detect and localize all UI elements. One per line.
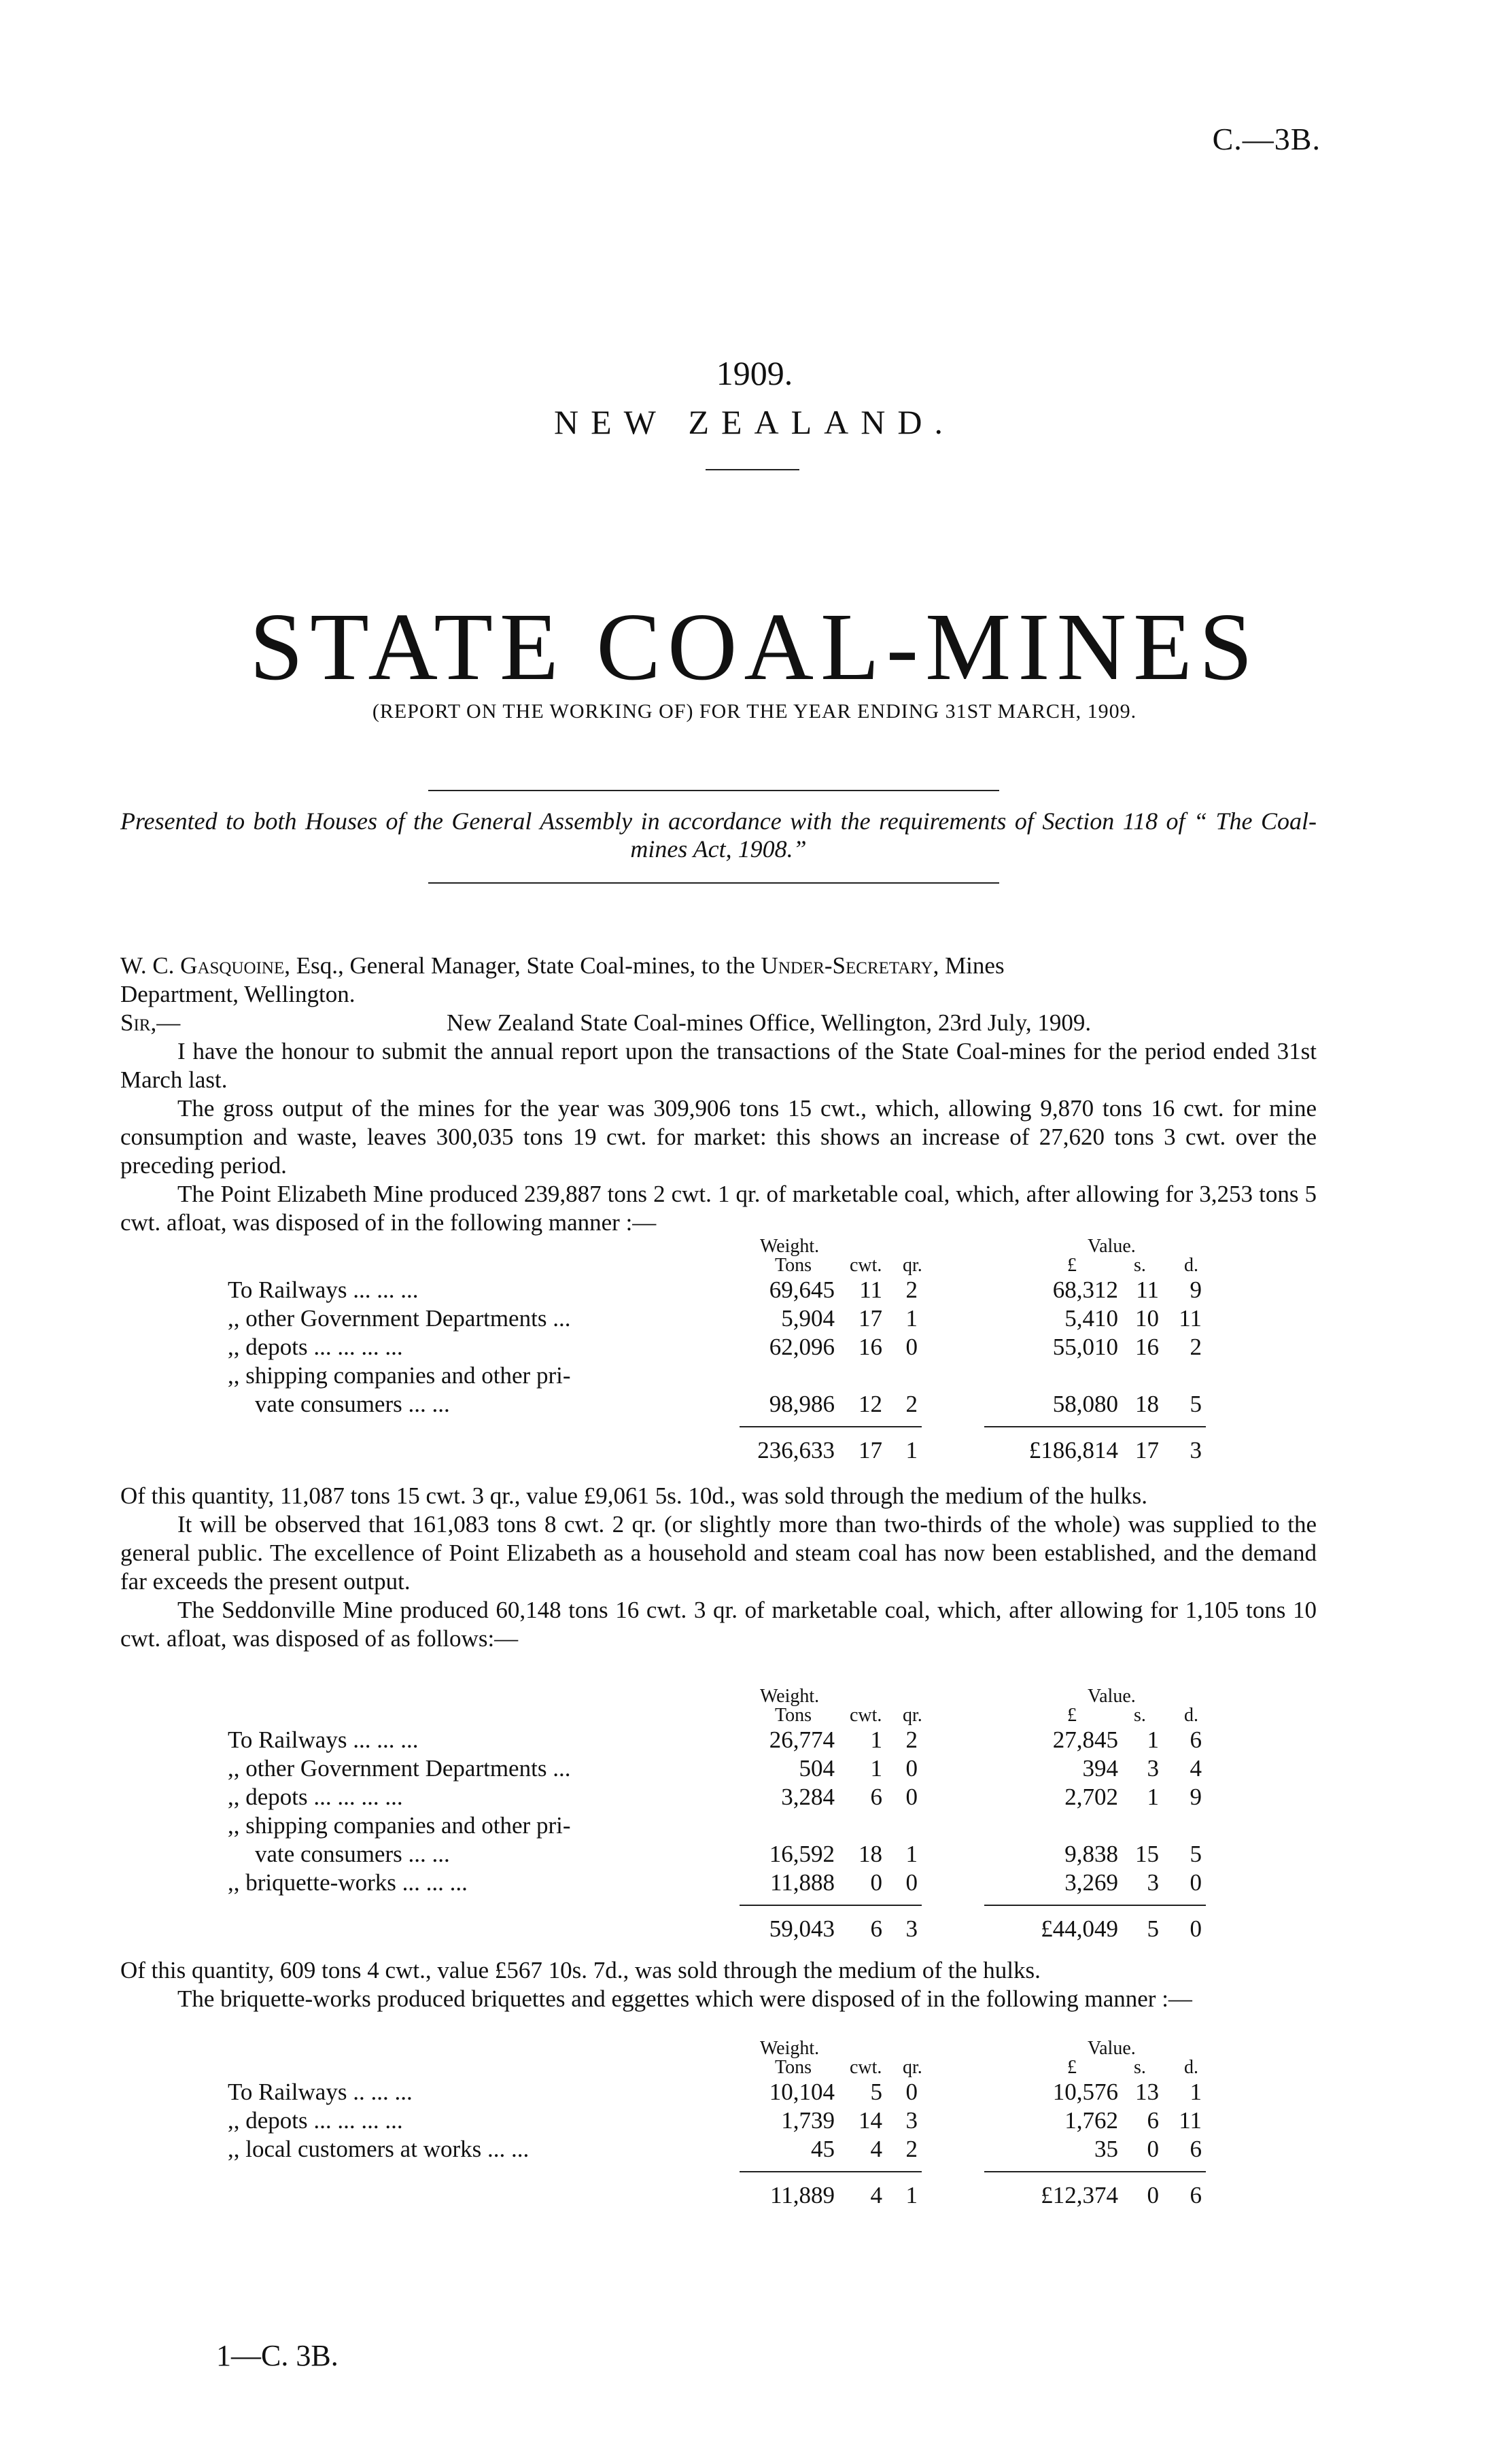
total-pounds: £12,374 bbox=[1041, 2182, 1118, 2208]
row-label: To Railways ... ... ... bbox=[228, 1726, 419, 1753]
report-title: STATE COAL-MINES bbox=[249, 593, 1260, 700]
presented-note: Presented to both Houses of the General Assembly in accordance with the requirements of Section 118 of “ The Coal-mines Act, 1908.” bbox=[120, 808, 1317, 863]
cell-pounds: 2,702 bbox=[1064, 1784, 1118, 1810]
cell-tons: 1,739 bbox=[781, 2107, 835, 2134]
cell-pounds: 35 bbox=[1094, 2136, 1118, 2162]
letter-end bbox=[120, 1956, 1317, 2013]
address-line-2: Department, Wellington. bbox=[120, 981, 355, 1007]
qr-header: qr. bbox=[903, 2057, 922, 2078]
cell-d: 1 bbox=[1190, 2079, 1202, 2105]
cell-qr: 1 bbox=[905, 1841, 918, 1867]
row-label: ,, other Government Departments ... bbox=[228, 1305, 571, 1332]
cell-cwt: 14 bbox=[858, 2107, 882, 2134]
divider-bottom bbox=[428, 882, 999, 884]
cwt-header: cwt. bbox=[850, 2057, 882, 2078]
to-title: , Mines bbox=[933, 952, 1005, 979]
cell-d: 5 bbox=[1190, 1841, 1202, 1867]
cell-cwt: 17 bbox=[858, 1305, 882, 1332]
cell-qr: 2 bbox=[905, 1391, 918, 1417]
cwt-header: cwt. bbox=[850, 1255, 882, 1276]
pound-header: £ bbox=[1067, 2057, 1077, 2078]
weight-sum-line bbox=[740, 2171, 922, 2172]
cell-s: 10 bbox=[1135, 1305, 1159, 1332]
cell-d: 6 bbox=[1190, 1726, 1202, 1753]
cell-s: 1 bbox=[1147, 1784, 1159, 1810]
cell-tons: 504 bbox=[799, 1755, 835, 1782]
total-tons: 59,043 bbox=[769, 1915, 835, 1942]
cell-d: 0 bbox=[1190, 1869, 1202, 1896]
country-heading: NEW ZEALAND. bbox=[554, 403, 955, 441]
report-year: 1909. bbox=[716, 354, 793, 392]
cell-s: 6 bbox=[1147, 2107, 1159, 2134]
row-label: To Railways ... ... ... bbox=[228, 1277, 419, 1303]
row-label: ,, briquette-works ... ... ... bbox=[228, 1869, 468, 1896]
cell-d: 2 bbox=[1190, 1334, 1202, 1360]
cell-tons: 3,284 bbox=[781, 1784, 835, 1810]
cell-d: 11 bbox=[1179, 2107, 1202, 2134]
weight-sum-line bbox=[740, 1905, 922, 1906]
pound-header: £ bbox=[1067, 1705, 1077, 1726]
row-label: ,, depots ... ... ... ... bbox=[228, 1784, 403, 1810]
cell-s: 3 bbox=[1147, 1755, 1159, 1782]
cell-d: 6 bbox=[1190, 2136, 1202, 2162]
cell-pounds: 58,080 bbox=[1052, 1391, 1118, 1417]
row-label: ,, depots ... ... ... ... bbox=[228, 2107, 403, 2134]
total-cwt: 17 bbox=[858, 1437, 882, 1463]
pence-header: d. bbox=[1184, 2057, 1198, 2078]
cell-cwt: 4 bbox=[870, 2136, 882, 2162]
cell-pounds: 5,410 bbox=[1064, 1305, 1118, 1332]
row-label-continued: vate consumers ... ... bbox=[255, 1391, 450, 1417]
cell-s: 18 bbox=[1135, 1391, 1159, 1417]
pound-header: £ bbox=[1067, 1255, 1077, 1276]
total-pounds: £186,814 bbox=[1028, 1437, 1118, 1463]
cell-tons: 26,774 bbox=[769, 1726, 835, 1753]
cell-pounds: 1,762 bbox=[1064, 2107, 1118, 2134]
shillings-header: s. bbox=[1134, 1255, 1146, 1276]
total-s: 0 bbox=[1147, 2182, 1159, 2208]
total-cwt: 4 bbox=[870, 2182, 882, 2208]
total-tons: 11,889 bbox=[770, 2182, 835, 2208]
cell-s: 13 bbox=[1135, 2079, 1159, 2105]
cell-qr: 0 bbox=[905, 1334, 918, 1360]
total-s: 17 bbox=[1135, 1437, 1159, 1463]
weight-header: Weight. bbox=[760, 1236, 820, 1257]
cell-tons: 62,096 bbox=[769, 1334, 835, 1360]
total-d: 3 bbox=[1190, 1437, 1202, 1463]
row-label: To Railways .. ... ... bbox=[228, 2079, 413, 2105]
cell-s: 0 bbox=[1147, 2136, 1159, 2162]
cell-qr: 2 bbox=[905, 2136, 918, 2162]
cell-qr: 0 bbox=[905, 1784, 918, 1810]
cell-pounds: 3,269 bbox=[1064, 1869, 1118, 1896]
cell-pounds: 394 bbox=[1082, 1755, 1118, 1782]
cell-cwt: 1 bbox=[870, 1755, 882, 1782]
cell-pounds: 68,312 bbox=[1052, 1277, 1118, 1303]
cell-cwt: 12 bbox=[858, 1391, 882, 1417]
cell-pounds: 27,845 bbox=[1052, 1726, 1118, 1753]
seddonville-table bbox=[0, 1686, 1509, 1958]
divider-short bbox=[706, 469, 799, 470]
cell-s: 16 bbox=[1135, 1334, 1159, 1360]
cell-tons: 10,104 bbox=[769, 2079, 835, 2105]
salutation: Sir,— bbox=[120, 1009, 181, 1036]
cell-d: 4 bbox=[1190, 1755, 1202, 1782]
total-pounds: £44,049 bbox=[1041, 1915, 1118, 1942]
value-header: Value. bbox=[1088, 1236, 1136, 1257]
total-d: 0 bbox=[1190, 1915, 1202, 1942]
value-header: Value. bbox=[1088, 1686, 1136, 1707]
total-d: 6 bbox=[1190, 2182, 1202, 2208]
weight-sum-line bbox=[740, 1426, 922, 1427]
salutation-line bbox=[120, 1009, 1317, 1037]
paper-reference: C.—3B. bbox=[1212, 122, 1321, 156]
cell-qr: 0 bbox=[905, 1755, 918, 1782]
cell-pounds: 55,010 bbox=[1052, 1334, 1118, 1360]
paragraph-5: It will be observed that 161,083 tons 8 cwt. 2 qr. (or slightly more than two-thirds of the whole) was supplied to the general public. The excellence of Point Elizabeth as a household and steam coal has now been established, and the demand far exceeds the present output. bbox=[120, 1511, 1317, 1595]
cell-cwt: 5 bbox=[870, 2079, 882, 2105]
cell-s: 3 bbox=[1147, 1869, 1159, 1896]
shillings-header: s. bbox=[1134, 2057, 1146, 2078]
paragraph-7: Of this quantity, 609 tons 4 cwt., value £567 10s. 7d., was sold through the medium of the hulks. bbox=[120, 1957, 1041, 1983]
cell-tons: 45 bbox=[811, 2136, 835, 2162]
letter-intro bbox=[120, 952, 1317, 1237]
cell-s: 11 bbox=[1136, 1277, 1159, 1303]
cell-qr: 2 bbox=[905, 1726, 918, 1753]
cell-tons: 11,888 bbox=[770, 1869, 835, 1896]
point-elizabeth-table bbox=[0, 1236, 1509, 1480]
tons-header: Tons bbox=[775, 2057, 812, 2078]
cell-d: 5 bbox=[1190, 1391, 1202, 1417]
cell-pounds: 9,838 bbox=[1064, 1841, 1118, 1867]
row-label: ,, depots ... ... ... ... bbox=[228, 1334, 403, 1360]
divider-top bbox=[428, 790, 999, 791]
sheet-signature: 1—C. 3B. bbox=[216, 2339, 339, 2372]
total-qr: 1 bbox=[905, 1437, 918, 1463]
cell-qr: 2 bbox=[905, 1277, 918, 1303]
total-cwt: 6 bbox=[870, 1915, 882, 1942]
paragraph-4: Of this quantity, 11,087 tons 15 cwt. 3 qr., value £9,061 5s. 10d., was sold through the medium of the hulks. bbox=[120, 1482, 1148, 1509]
cell-tons: 16,592 bbox=[769, 1841, 835, 1867]
cell-qr: 0 bbox=[905, 1869, 918, 1896]
from-name: W. C. Gasquoine bbox=[120, 952, 285, 979]
cell-qr: 1 bbox=[905, 1305, 918, 1332]
briquettes-table bbox=[0, 2038, 1509, 2228]
cell-qr: 3 bbox=[905, 2107, 918, 2134]
cell-cwt: 16 bbox=[858, 1334, 882, 1360]
row-label-continued: vate consumers ... ... bbox=[255, 1841, 450, 1867]
cwt-header: cwt. bbox=[850, 1705, 882, 1726]
tons-header: Tons bbox=[775, 1705, 812, 1726]
letter-address bbox=[120, 952, 1317, 980]
place-date: New Zealand State Coal-mines Office, Wellington, 23rd July, 1909. bbox=[447, 1009, 1092, 1036]
paragraph-8: The briquette-works produced briquettes and eggettes which were disposed of in the following manner :— bbox=[177, 1985, 1192, 2012]
value-sum-line bbox=[984, 1426, 1206, 1427]
value-header: Value. bbox=[1088, 2038, 1136, 2059]
paragraph-6: The Seddonville Mine produced 60,148 tons 16 cwt. 3 qr. of marketable coal, which, after allowing for 1,105 tons 10 cwt. afloat, was disposed of as follows:— bbox=[120, 1597, 1317, 1652]
cell-s: 15 bbox=[1135, 1841, 1159, 1867]
to-name: Under-Secretary bbox=[761, 952, 933, 979]
from-title: , Esq., General Manager, State Coal-mines, to the bbox=[284, 952, 761, 979]
cell-d: 11 bbox=[1179, 1305, 1202, 1332]
pence-header: d. bbox=[1184, 1255, 1198, 1276]
row-label: ,, other Government Departments ... bbox=[228, 1755, 571, 1782]
report-subtitle: (REPORT ON THE WORKING OF) FOR THE YEAR ENDING 31ST MARCH, 1909. bbox=[372, 700, 1137, 723]
cell-cwt: 18 bbox=[858, 1841, 882, 1867]
pence-header: d. bbox=[1184, 1705, 1198, 1726]
cell-s: 1 bbox=[1147, 1726, 1159, 1753]
cell-cwt: 6 bbox=[870, 1784, 882, 1810]
cell-qr: 0 bbox=[905, 2079, 918, 2105]
cell-tons: 98,986 bbox=[769, 1391, 835, 1417]
cell-cwt: 0 bbox=[870, 1869, 882, 1896]
row-label: ,, local customers at works ... ... bbox=[228, 2136, 530, 2162]
cell-tons: 69,645 bbox=[769, 1277, 835, 1303]
total-qr: 1 bbox=[905, 2182, 918, 2208]
total-tons: 236,633 bbox=[757, 1437, 835, 1463]
paragraph-3: The Point Elizabeth Mine produced 239,887 tons 2 cwt. 1 qr. of marketable coal, which, after allowing for 3,253 tons 5 cwt. afloat, was disposed of in the following manner :— bbox=[120, 1181, 1317, 1236]
cell-d: 9 bbox=[1190, 1277, 1202, 1303]
cell-pounds: 10,576 bbox=[1052, 2079, 1118, 2105]
cell-d: 9 bbox=[1190, 1784, 1202, 1810]
total-s: 5 bbox=[1147, 1915, 1159, 1942]
cell-cwt: 1 bbox=[870, 1726, 882, 1753]
cell-cwt: 11 bbox=[859, 1277, 882, 1303]
value-sum-line bbox=[984, 1905, 1206, 1906]
tons-header: Tons bbox=[775, 1255, 812, 1276]
row-label: ,, shipping companies and other pri- bbox=[228, 1812, 571, 1839]
weight-header: Weight. bbox=[760, 2038, 820, 2059]
qr-header: qr. bbox=[903, 1255, 922, 1276]
paragraph-1: I have the honour to submit the annual report upon the transactions of the State Coal-mines for the period ended 31st March last. bbox=[120, 1038, 1317, 1093]
qr-header: qr. bbox=[903, 1705, 922, 1726]
value-sum-line bbox=[984, 2171, 1206, 2172]
paragraph-2: The gross output of the mines for the year was 309,906 tons 15 cwt., which, allowing 9,870 tons 16 cwt. for mine consumption and waste, leaves 300,035 tons 19 cwt. for market: this shows an increase of 27,620 tons 3 cwt. over the preceding period. bbox=[120, 1095, 1317, 1179]
cell-tons: 5,904 bbox=[781, 1305, 835, 1332]
weight-header: Weight. bbox=[760, 1686, 820, 1707]
letter-middle bbox=[120, 1482, 1317, 1653]
total-qr: 3 bbox=[905, 1915, 918, 1942]
row-label: ,, shipping companies and other pri- bbox=[228, 1362, 571, 1389]
shillings-header: s. bbox=[1134, 1705, 1146, 1726]
